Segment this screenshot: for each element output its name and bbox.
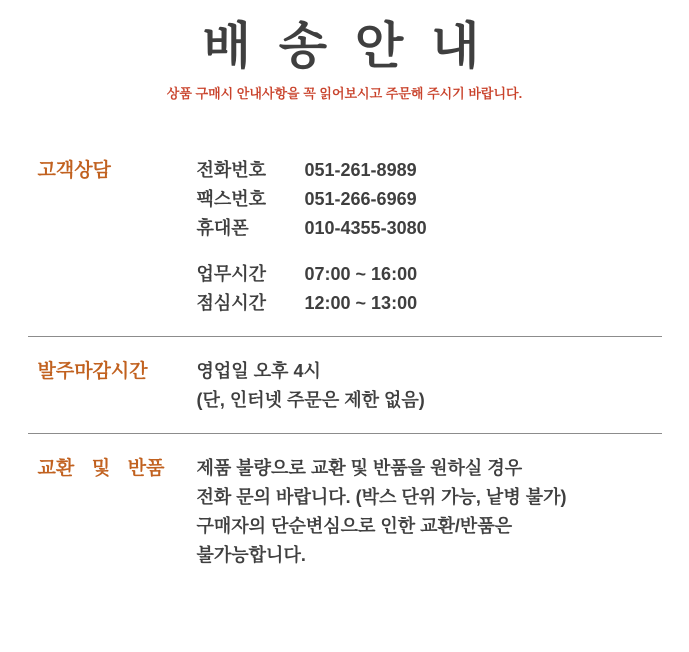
page-subtitle: 상품 구매시 안내사항을 꼭 읽어보시고 주문해 주시기 바랍니다. [166, 86, 523, 101]
section-order-deadline [28, 357, 662, 415]
contact-label-business-hours: 업무시간 [196, 264, 267, 284]
contact-row-fax [197, 185, 427, 214]
contact-value-business-hours: 07:00 ~ 16:00 [304, 264, 418, 284]
section-heading-exchange-return: 교환 및 반품 [37, 458, 165, 479]
divider [28, 433, 662, 434]
contact-label-lunch-hours: 점심시간 [196, 293, 267, 313]
contact-label-mobile: 휴대폰 [196, 218, 249, 238]
contact-value-fax: 051-266-6969 [304, 189, 417, 209]
contact-row-mobile [197, 214, 427, 243]
contact-row-business-hours [197, 260, 427, 289]
exchange-return-line: 전화 문의 바랍니다. (박스 단위 가능, 낱병 불가) [196, 487, 567, 507]
section-heading-order-deadline: 발주마감시간 [37, 361, 148, 382]
exchange-return-line: 제품 불량으로 교환 및 반품을 원하실 경우 [196, 458, 523, 478]
order-deadline-content [197, 357, 425, 415]
contact-row-lunch-hours [197, 289, 427, 318]
contact-value-lunch-hours: 12:00 ~ 13:00 [304, 293, 418, 313]
divider [28, 336, 662, 337]
section-exchange-return [28, 454, 662, 570]
section-customer-service [28, 156, 662, 318]
contact-value-phone: 051-261-8989 [304, 160, 417, 180]
section-heading-customer-service: 고객상담 [37, 160, 111, 181]
order-deadline-line: 영업일 오후 4시 [196, 361, 321, 381]
exchange-return-content [197, 454, 567, 570]
order-deadline-note: (단, 인터넷 주문은 제한 없음) [196, 390, 425, 410]
contact-label-fax: 팩스번호 [196, 189, 267, 209]
blank-spacer [197, 243, 427, 260]
exchange-return-line: 불가능합니다. [196, 545, 306, 565]
delivery-info-page [28, 14, 662, 570]
contact-row-phone [197, 156, 427, 185]
contact-value-mobile: 010-4355-3080 [304, 218, 427, 238]
page-title: 배 송 안 내 [202, 18, 487, 74]
exchange-return-line: 구매자의 단순변심으로 인한 교환/반품은 [196, 516, 513, 536]
customer-service-content [197, 156, 427, 318]
contact-label-phone: 전화번호 [196, 160, 267, 180]
